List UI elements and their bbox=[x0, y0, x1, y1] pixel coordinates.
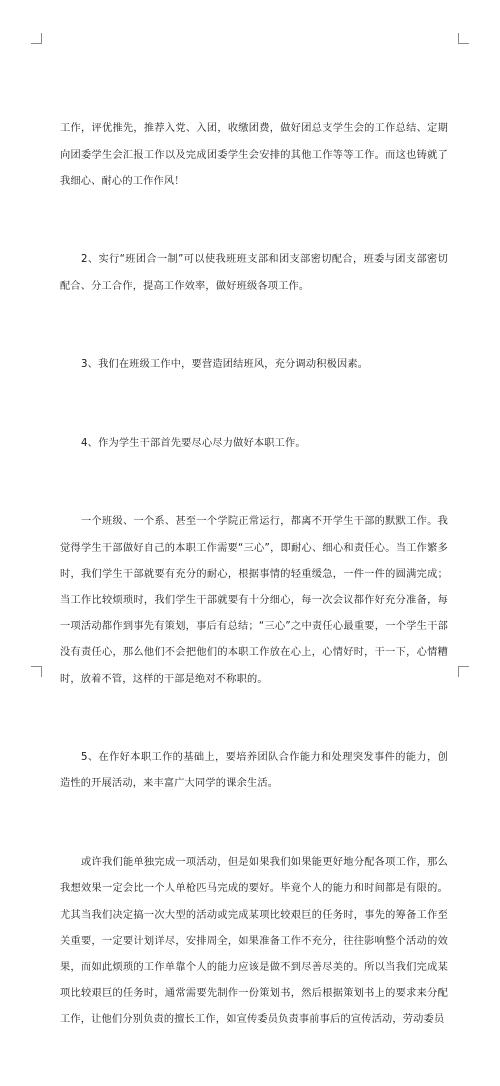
paragraph-item-4: 4、作为学生干部首先要尽心尽力做好本职工作。 bbox=[81, 437, 306, 449]
crop-mark-bottom-right bbox=[458, 666, 469, 677]
paragraph-item-3: 3、我们在班级工作中，要营造团结班风，充分调动积极因素。 bbox=[81, 359, 369, 371]
paragraph-three-hearts: 一个班级、一个系、甚至一个学院正常运行，都离不开学生干部的默默工作。我觉得学生干部做好自己的本职工作需要“三心”，即耐心、细心和责任心。当工作繁多时，我们学生干部就要有充分的耐心，根据事情的轻重缓急，一件一件的圆满完成；当工作比较烦琐时，我们学生干部就要有十分细心，每一次会议都作好充分准备，每一项活动都作到事先有策划，事后有总结；“三心”之中责任心最重要，一个学生干部没有责任心，那么他们不会把他们的本职工作放在心上，心情好时，干一下，心情糟时，放着不管，这样的干部是绝对不称职的。 bbox=[60, 516, 448, 685]
paragraph-item-2: 2、实行“班团合一制”可以使我班班支部和团支部密切配合，班委与团支部密切配合、分工合作，提高工作效率，做好班级各项工作。 bbox=[60, 254, 448, 292]
crop-mark-top-left bbox=[31, 33, 42, 44]
document-body bbox=[60, 64, 448, 1086]
crop-mark-bottom-left bbox=[31, 666, 42, 677]
paragraph-item-5: 5、在作好本职工作的基础上，要培养团队合作能力和处理突发事件的能力，创造性的开展活动，来丰富广大同学的课余生活。 bbox=[60, 752, 448, 790]
crop-mark-top-right bbox=[458, 33, 469, 44]
paragraph-teamwork: 或许我们能单独完成一项活动，但是如果我们如果能更好地分配各项工作，那么我想效果一定会比一个人单枪匹马完成的要好。毕竟个人的能力和时间都是有限的。尤其当我们决定搞一次大型的活动或完成某项比较艰巨的任务时，事先的筹备工作至关重要，一定要计划详尽，安排周全，如果准备工作不充分，往往影响整个活动的效果，而如此烦琐的工作单靠个人的能力应该是做不到尽善尽美的。所以当我们完成某项比较艰巨的任务时，通常需要先制作一份策划书，然后根据策划书上的要求来分配工作，让他们分别负责的擅长工作，如宣传委员负责事前事后的宣传活动，劳动委员 bbox=[60, 857, 448, 1026]
paragraph-continuation: 工作，评优推先，推荐入党、入团，收缴团费，做好团总支学生会的工作总结、定期向团委学生会汇报工作以及完成团委学生会安排的其他工作等等工作。而这也铸就了我细心、耐心的工作作风！ bbox=[60, 123, 448, 187]
